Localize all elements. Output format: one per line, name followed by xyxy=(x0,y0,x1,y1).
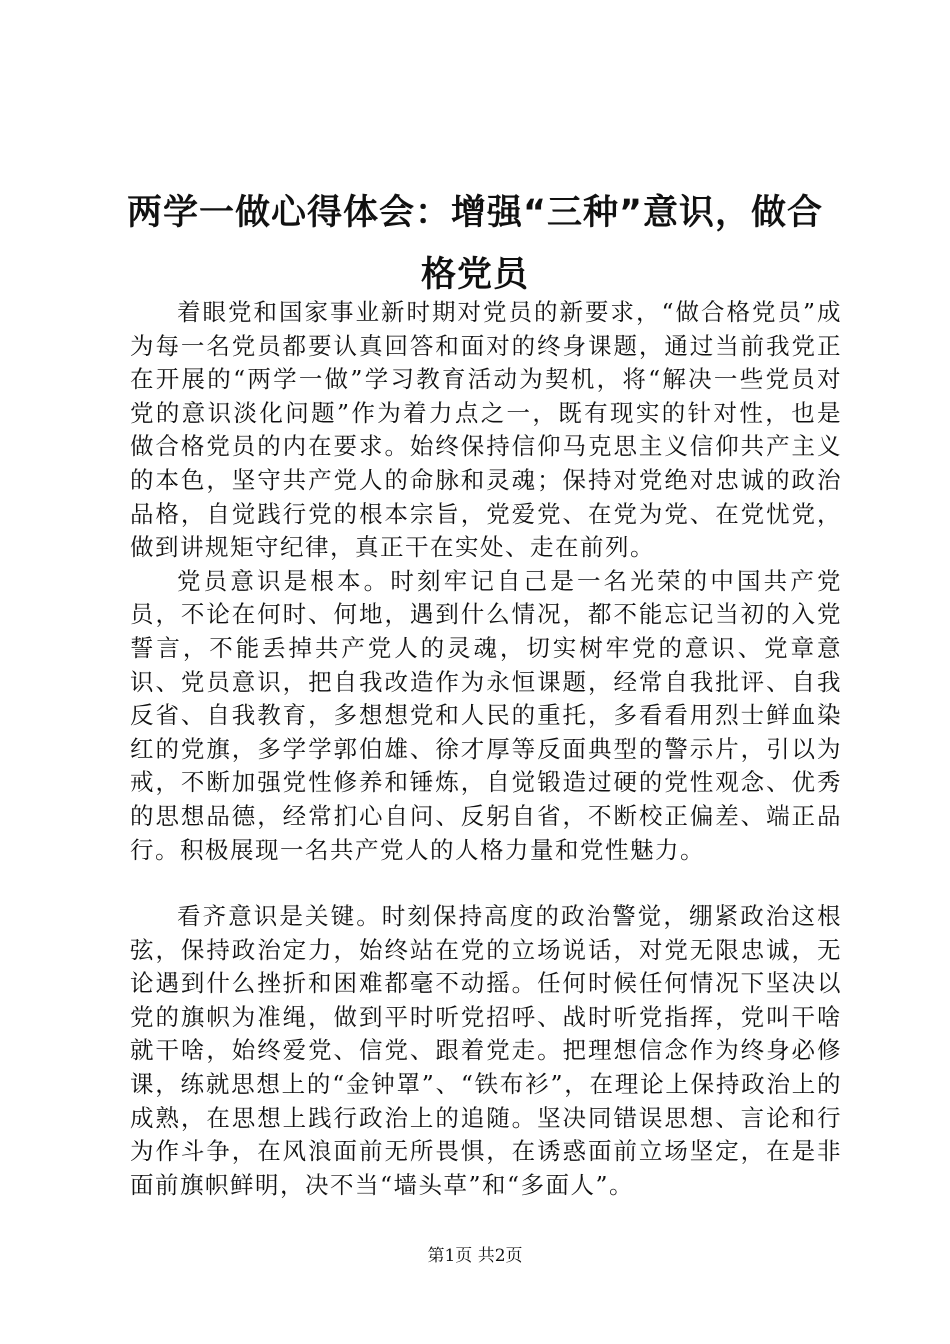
paragraph-spacer xyxy=(130,867,842,900)
paragraph-intro: 着眼党和国家事业新时期对党员的新要求，“做合格党员”成为每一名党员都要认真回答和面对的终身课题，通过当前我党正在开展的“两学一做”学习教育活动为契机，将“解决一些党员对党的意识淡化问题”作为着力点之一，既有现实的针对性，也是做合格党员的内在要求。始终保持信仰马克思主义信仰共产主义的本色，坚守共产党人的命脉和灵魂；保持对党绝对忠诚的政治品格，自觉践行党的根本宗旨，党爱党、在党为党、在党忧党，做到讲规矩守纪律，真正干在实处、走在前列。 xyxy=(130,298,842,562)
document-title: 两学一做心得体会：增强“三种”意识，做合格党员 xyxy=(126,193,823,295)
page-number-footer: 第1页 共2页 xyxy=(427,1246,523,1266)
paragraph-alignment-awareness: 看齐意识是关键。时刻保持高度的政治警觉，绷紧政治这根弦，保持政治定力，始终站在党的立场说话，对党无限忠诚，无论遇到什么挫折和困难都毫不动摇。任何时候任何情况下坚决以党的旗帜为准绳，做到平时听党招呼、战时听党指挥，党叫干啥就干啥，始终爱党、信党、跟着党走。把理想信念作为终身必修课，练就思想上的“金钟罩”、“铁布衫”，在理论上保持政治上的成熟，在思想上践行政治上的追随。坚决同错误思想、言论和行为作斗争，在风浪面前无所畏惧，在诱惑面前立场坚定，在是非面前旗帜鲜明，决不当“墙头草”和“多面人”。 xyxy=(130,902,842,1199)
paragraph-party-member-awareness: 党员意识是根本。时刻牢记自己是一名光荣的中国共产党员，不论在何时、何地，遇到什么情况，都不能忘记当初的入党誓言，不能丢掉共产党人的灵魂，切实树牢党的意识、党章意识、党员意识，把自我改造作为永恒课题，经常自我批评、自我反省、自我教育，多想想党和人民的重托，多看看用烈士鲜血染红的党旗，多学学郭伯雄、徐才厚等反面典型的警示片，引以为戒，不断加强党性修养和锤炼，自觉锻造过硬的党性观念、优秀的思想品德，经常扪心自问、反躬自省，不断校正偏差、端正品行。积极展现一名共产党人的人格力量和党性魅力。 xyxy=(130,566,842,864)
document-body xyxy=(130,296,842,1202)
